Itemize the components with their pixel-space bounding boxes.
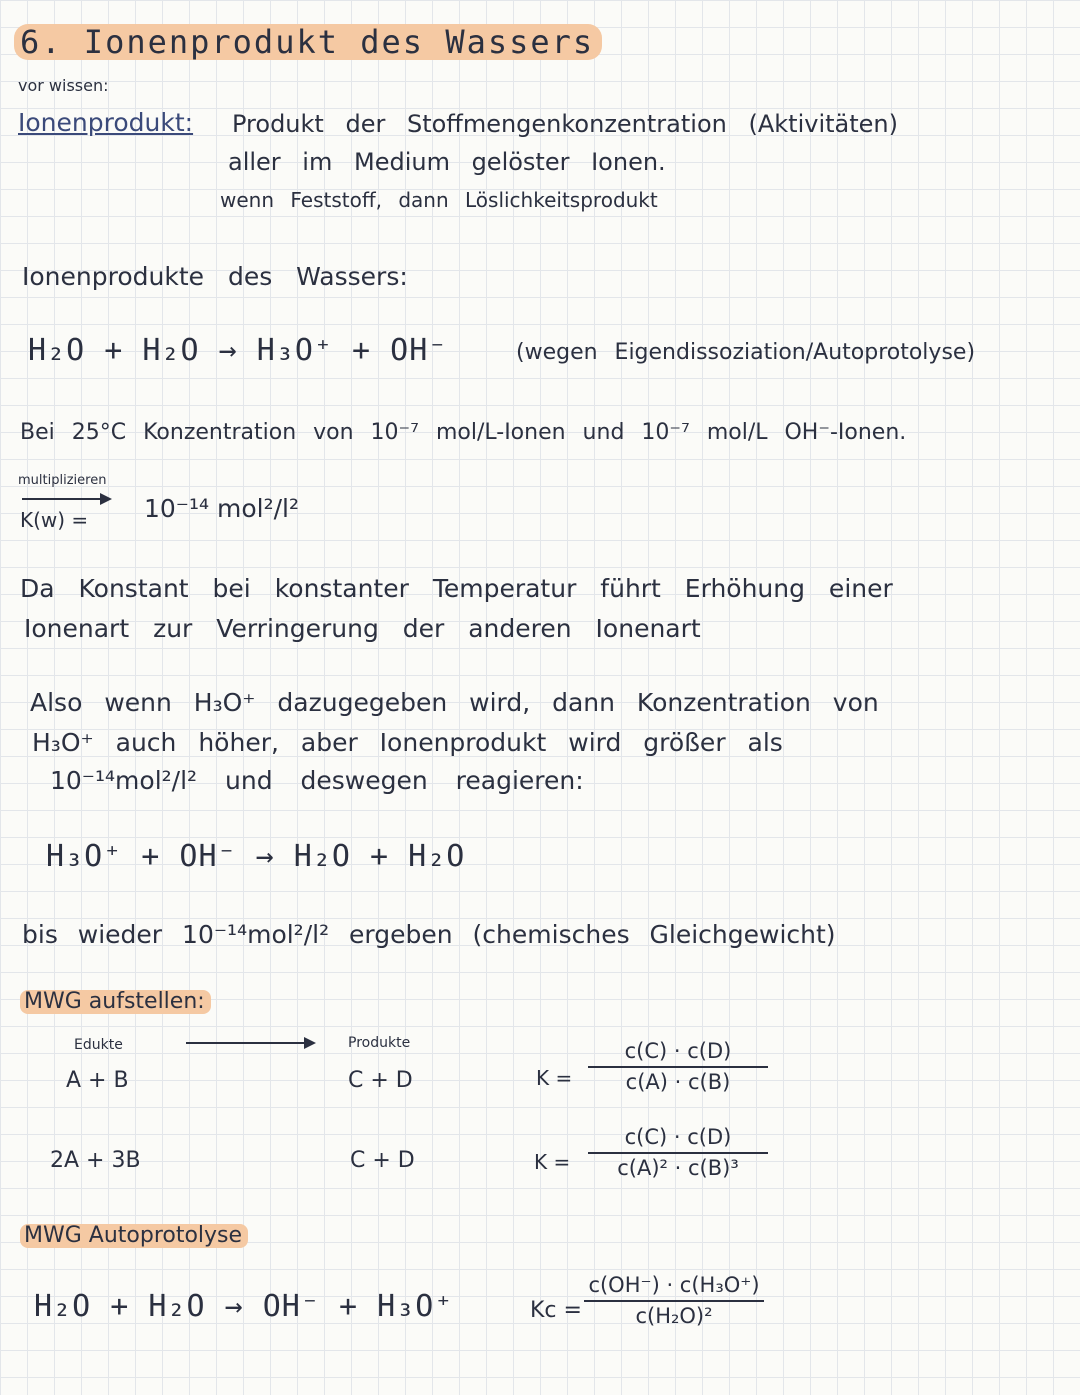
kw-value: 10⁻¹⁴ mol²/l² (144, 494, 300, 523)
concentration-line: Bei 25°C Konzentration von 10⁻⁷ mol/L-Ionen und 10⁻⁷ mol/L OH⁻-Ionen. (20, 420, 907, 445)
paragraph-2-line-3: 10⁻¹⁴mol²/l² und deswegen reagieren: (50, 766, 584, 795)
row2-denominator: c(A)² · c(B)³ (617, 1156, 739, 1181)
neutralization-equation: H₃O⁺ + OH⁻ → H₂O + H₂O (46, 839, 466, 874)
gleichgewicht-line: bis wieder 10⁻¹⁴mol²/l² ergeben (chemisches Gleichgewicht) (22, 920, 836, 949)
row1-numerator: c(C) · c(D) (624, 1039, 732, 1063)
multiply-arrow-line (22, 498, 102, 500)
row1-denominator: c(A) · c(B) (625, 1070, 731, 1095)
kc-label: Kc = (530, 1298, 582, 1323)
definition-line-3: wenn Feststoff, dann Löslichkeitsprodukt (220, 188, 658, 212)
reaction-arrow-line (186, 1042, 306, 1044)
kc-denominator: c(H₂O)² (635, 1304, 713, 1329)
autoprotolyse-heading: MWG Autoprotolyse (20, 1224, 248, 1248)
multiply-arrowhead-icon (100, 493, 112, 505)
paragraph-1-line-1: Da Konstant bei konstanter Temperatur führt Erhöhung einer (20, 574, 893, 603)
edukte-label: Edukte (74, 1037, 123, 1053)
row2-edukte: 2A + 3B (50, 1148, 141, 1173)
ionenprodukt-term: Ionenprodukt: (18, 108, 194, 137)
paragraph-2-line-1: Also wenn H₃O⁺ dazugegeben wird, dann Konzentration von (30, 688, 879, 717)
autoprotolysis-equation: H₂O + H₂O → H₃O⁺ + OH⁻ (28, 333, 448, 368)
reaction-arrowhead-icon (304, 1037, 316, 1049)
row1-fraction (588, 1040, 768, 1094)
multiplizieren-label: multiplizieren (18, 473, 107, 488)
section-heading: Ionenprodukte des Wassers: (22, 262, 408, 291)
definition-line-2: aller im Medium gelöster Ionen. (228, 148, 666, 176)
row2-fraction-bar (588, 1152, 768, 1154)
paragraph-1-line-2: Ionenart zur Verringerung der anderen Ionenart (24, 614, 701, 643)
row1-k-label: K = (536, 1066, 573, 1090)
kw-label: K(w) = (20, 508, 89, 532)
paragraph-2-line-2: H₃O⁺ auch höher, aber Ionenprodukt wird größer als (32, 728, 783, 757)
kc-numerator: c(OH⁻) · c(H₃O⁺) (588, 1273, 760, 1297)
row1-fraction-bar (588, 1066, 768, 1068)
row2-numerator: c(C) · c(D) (624, 1125, 732, 1149)
mwg-heading: MWG aufstellen: (20, 990, 211, 1014)
produkte-label: Produkte (348, 1035, 411, 1051)
kc-fraction (584, 1274, 764, 1328)
row2-k-label: K = (534, 1150, 571, 1174)
row2-fraction (588, 1126, 768, 1180)
row1-produkte: C + D (348, 1068, 413, 1093)
vorwissen-label: vor wissen: (18, 76, 109, 95)
reaction-note: (wegen Eigendissoziation/Autoprotolyse) (516, 340, 976, 365)
row2-produkte: C + D (350, 1148, 415, 1173)
row1-edukte: A + B (66, 1068, 129, 1093)
kc-fraction-bar (584, 1300, 764, 1302)
autoprotolyse-equation: H₂O + H₂O → OH⁻ + H₃O⁺ (34, 1289, 454, 1324)
definition-line-1: Produkt der Stoffmengenkonzentration (Aktivitäten) (232, 110, 898, 138)
page-title: 6. Ionenprodukt des Wassers (14, 24, 602, 60)
